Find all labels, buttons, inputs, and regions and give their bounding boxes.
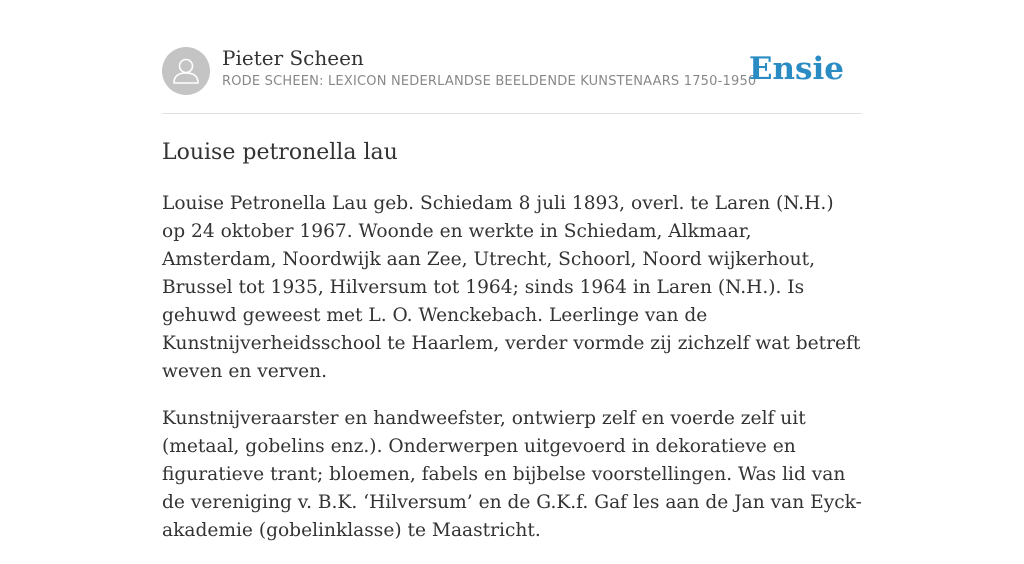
author-avatar[interactable] — [162, 47, 210, 95]
header-divider — [162, 113, 862, 114]
article-paragraph: Kunstnijveraarster en handweefster, ontwierp zelf en voerde zelf uit (metaal, gobelins enz.). Onderwerpen uitgevoerd in dekoratieve en figuratieve trant; bloemen, fabels en bijbelse voorstellingen. Was lid van de vereniging v. B.K. ‘Hilversum’ en de G.K.f. Gaf les aan de Jan van Eyck-akademie (gobelinklasse) te Maastricht. — [162, 408, 862, 541]
user-icon — [162, 47, 210, 95]
article-title: Louise petronella lau — [162, 140, 398, 165]
header — [162, 46, 862, 96]
source-label[interactable]: RODE SCHEEN: LEXICON NEDERLANDSE BEELDENDE KUNSTENAARS 1750-1950 — [222, 74, 757, 89]
author-name[interactable]: Pieter Scheen — [222, 46, 364, 70]
article-paragraph: Louise Petronella Lau geb. Schiedam 8 juli 1893, overl. te Laren (N.H.) op 24 oktober 1967. Woonde en werkte in Schiedam, Alkmaar, Amsterdam, Noordwijk aan Zee, Utrecht, Schoorl, Noord wijkerhout, Brussel tot 1935, Hilversum tot 1964; sinds 1964 in Laren (N.H.). Is gehuwd geweest met L. O. Wenckebach. Leerlinge van de Kunstnijverheidsschool te Haarlem, verder vormde zij zichzelf wat betreft weven en verven. — [162, 193, 861, 382]
article-body — [162, 190, 862, 564]
ensie-logo[interactable]: Ensie — [748, 51, 844, 87]
